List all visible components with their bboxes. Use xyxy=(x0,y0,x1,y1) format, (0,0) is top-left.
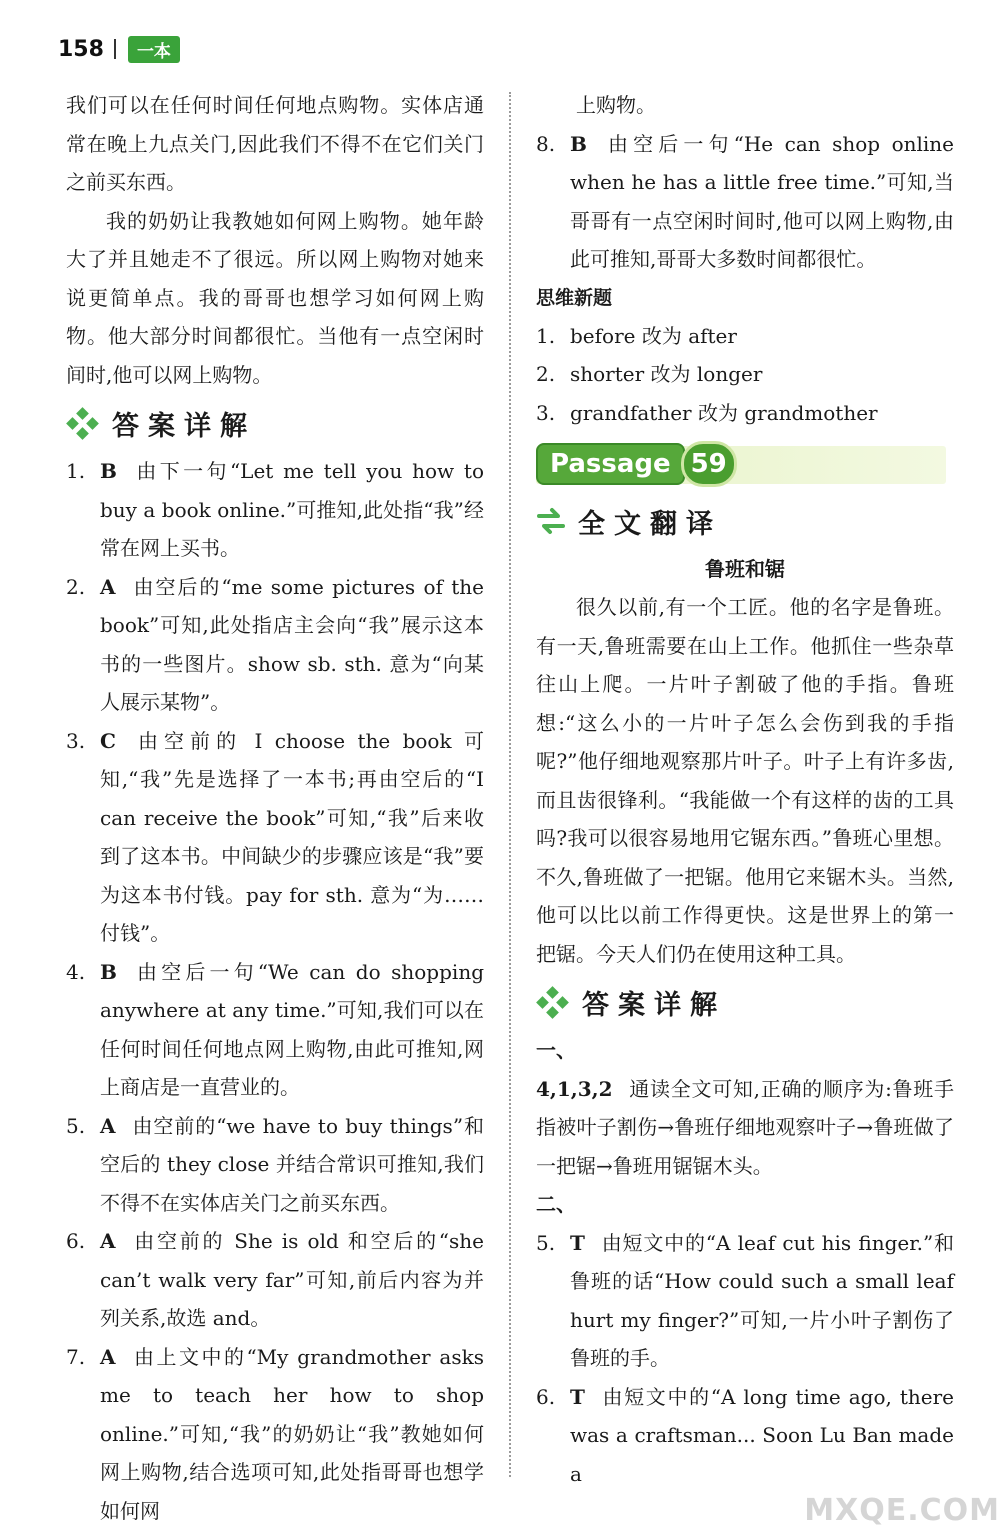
answer-explanation: 由空前的 I choose the book 可知,“我”先是选择了一本书;再由空后的“I can receive the book”可知,“我”后来收到了这本书。中间缺少的步骤应该是“我”要为这本书付钱。pay for sth. 意为“为……付钱”。 xyxy=(100,728,484,945)
answer-letter: A xyxy=(100,1344,116,1369)
part-one-label: 一、 xyxy=(536,1038,576,1062)
answer-item-6: 6. A 由空前的 She is old 和空后的“she can’t walk very far”可知,前后内容为并列关系,故选 and。 xyxy=(66,1229,484,1330)
diamond-cluster-icon xyxy=(536,987,570,1017)
answer-item-5: 5. A 由空前的“we have to buy things”和空后的 they close 并结合常识可推知,我们不得不在实体店关门之前买东西。 xyxy=(66,1113,484,1215)
answer-item-3: 3. C 由空前的 I choose the book 可知,“我”先是选择了一本书;再由空后的“I can receive the book”可知,“我”后来收到了这本书。中间缺少的步骤应该是“我”要为这本书付钱。pay for sth. 意为“为……付钱”。 xyxy=(66,728,484,945)
answer-item-5-right: 5. T 由短文中的“A leaf cut his finger.”和鲁班的话“How could such a small leaf hurt my finger?”可知,一片小叶子割伤了鲁班的手。 xyxy=(536,1230,954,1370)
right-column xyxy=(536,86,954,1493)
answer-letter: A xyxy=(100,1229,116,1253)
story-paragraph: 很久以前,有一个工匠。他的名字是鲁班。有一天,鲁班需要在山上工作。他抓住一些杂草往山上爬。一片叶子割破了他的手指。鲁班想:“这么小的一片叶子怎么会伤到我的手指呢?”他仔细地观察那片叶子。叶子上有许多齿,而且齿很锋利。“我能做一个有这样的齿的工具吗?我可以很容易地用它锯东西。”鲁班心里想。不久,鲁班做了一把锯。他用它来锯木头。当然,他可以比以前工作得更快。这是世界上的第一把锯。今天人们仍在使用这种工具。 xyxy=(536,595,954,966)
answers-heading-text: 答案详解 xyxy=(582,989,726,1021)
thinking-heading: 思维新题 xyxy=(536,286,613,309)
answer-explanation: 由空后的“me some pictures of the book”可知,此处指店主会向“我”展示这本书的一些图片。show sb. sth. 意为“向某人展示某物”。 xyxy=(100,574,484,714)
answer-item-1: 1. B 由下一句“Let me tell you how to buy a book online.”可推知,此处指“我”经常在网上买书。 xyxy=(66,459,484,560)
order-explanation: 通读全文可知,正确的顺序为:鲁班手指被叶子割伤→鲁班仔细地观察叶子→鲁班做了一把锯→鲁班用锯锯木头。 xyxy=(536,1076,954,1178)
answers-heading-left xyxy=(66,394,484,452)
thinking-item-3: 3. grandfather 改为 grandmother xyxy=(536,400,878,425)
answer-item-7: 7. A 由上文中的“My grandmother asks me to teach her how to shop online.”可知,“我”的奶奶让“我”教她如何网上购物,结合选项可知,此处指哥哥也想学如何网 xyxy=(66,1344,484,1523)
story-title: 鲁班和锯 xyxy=(705,557,785,581)
passage-label: Passage xyxy=(536,443,685,485)
order-answer xyxy=(536,1070,954,1186)
answer-explanation: 由空后一句“We can do shopping anywhere at any time.”可知,我们可以在任何时间任何地点网上购物,由此可推知,网上商店是一直营业的。 xyxy=(100,959,484,1099)
answer-explanation: 由上文中的“My grandmother asks me to teach her how to shop online.”可知,“我”的奶奶让“我”教她如何网上购物,结合选项可知,此处指哥哥也想学如何网 xyxy=(100,1344,484,1523)
answer-item-2: 2. A 由空后的“me some pictures of the book”可知,此处指店主会向“我”展示这本书的一些图片。show sb. sth. 意为“向某人展示某物”。 xyxy=(66,574,484,714)
passage-banner xyxy=(536,438,954,490)
answers-heading-right xyxy=(536,973,954,1031)
answer-item-4: 4. B 由空后一句“We can do shopping anywhere at any time.”可知,我们可以在任何时间任何地点网上购物,由此可推知,网上商店是一直营业的。 xyxy=(66,959,484,1099)
order-answer-value: 4,1,3,2 xyxy=(536,1076,613,1101)
answer-explanation: 由下一句“Let me tell you how to buy a book online.”可推知,此处指“我”经常在网上买书。 xyxy=(100,459,484,560)
continued-text: 上购物。 xyxy=(576,93,656,117)
answer-explanation: 由短文中的“A long time ago, there was a craftsman... Soon Lu Ban made a xyxy=(570,1384,954,1486)
watermark-text: MXQE.COM xyxy=(804,1493,1000,1528)
answer-letter: B xyxy=(570,131,587,156)
answer-explanation: 由空前的 She is old 和空后的“she can’t walk very far”可知,前后内容为并列关系,故选 and。 xyxy=(100,1229,484,1330)
answer-letter: C xyxy=(100,728,116,753)
part-two-label: 二、 xyxy=(536,1192,576,1216)
header-divider xyxy=(114,39,116,59)
answers-heading-text: 答案详解 xyxy=(112,410,256,442)
page-header xyxy=(58,34,180,64)
thinking-item-1: 1. before 改为 after xyxy=(536,323,737,348)
watermark xyxy=(804,1448,1000,1528)
intro-paragraph-2: 我的奶奶让我教她如何网上购物。她年龄大了并且她走不了很远。所以网上购物对她来说更简单点。我的哥哥也想学习如何网上购物。他大部分时间都很忙。当他有一点空闲时间时,他可以网上购物。 xyxy=(66,208,484,387)
answer-letter: T xyxy=(570,1230,585,1255)
answer-letter: B xyxy=(100,959,117,984)
intro-paragraph-1: 我们可以在任何时间任何地点购物。实体店通常在晚上九点关门,因此我们不得不在它们关门之前买东西。 xyxy=(66,93,484,194)
passage-number: 59 xyxy=(681,441,737,487)
brand-logo: 一本 xyxy=(128,36,180,63)
answer-letter: A xyxy=(100,1113,116,1138)
left-column xyxy=(66,86,484,1530)
answer-letter: A xyxy=(100,574,116,599)
answer-item-6-right: 6. T 由短文中的“A long time ago, there was a craftsman... Soon Lu Ban made a xyxy=(536,1384,954,1486)
translation-heading-text: 全文翻译 xyxy=(578,508,722,540)
page-number: 158 xyxy=(58,36,104,62)
answer-item-8: 8. B 由空后一句“He can shop online when he has a little free time.”可知,当哥哥有一点空闲时间时,他可以网上购物,由此可推知,哥哥大多数时间都很忙。 xyxy=(536,131,954,271)
answer-letter: B xyxy=(100,459,117,483)
diamond-cluster-icon xyxy=(66,408,100,438)
answer-explanation: 由空后一句“He can shop online when he has a little free time.”可知,当哥哥有一点空闲时间时,他可以网上购物,由此可推知,哥哥大多数时间都很忙。 xyxy=(570,131,954,271)
answer-explanation: 由短文中的“A leaf cut his finger.”和鲁班的话“How could such a small leaf hurt my finger?”可知,一片小叶子割伤了鲁班的手。 xyxy=(570,1230,954,1370)
answer-letter: T xyxy=(570,1384,585,1409)
translation-heading xyxy=(536,492,954,550)
answer-explanation: 由空前的“we have to buy things”和空后的 they close 并结合常识可推知,我们不得不在实体店关门之前买东西。 xyxy=(100,1113,484,1215)
column-divider xyxy=(509,92,511,1477)
thinking-item-2: 2. shorter 改为 longer xyxy=(536,362,763,386)
swap-arrows-icon xyxy=(536,506,566,536)
